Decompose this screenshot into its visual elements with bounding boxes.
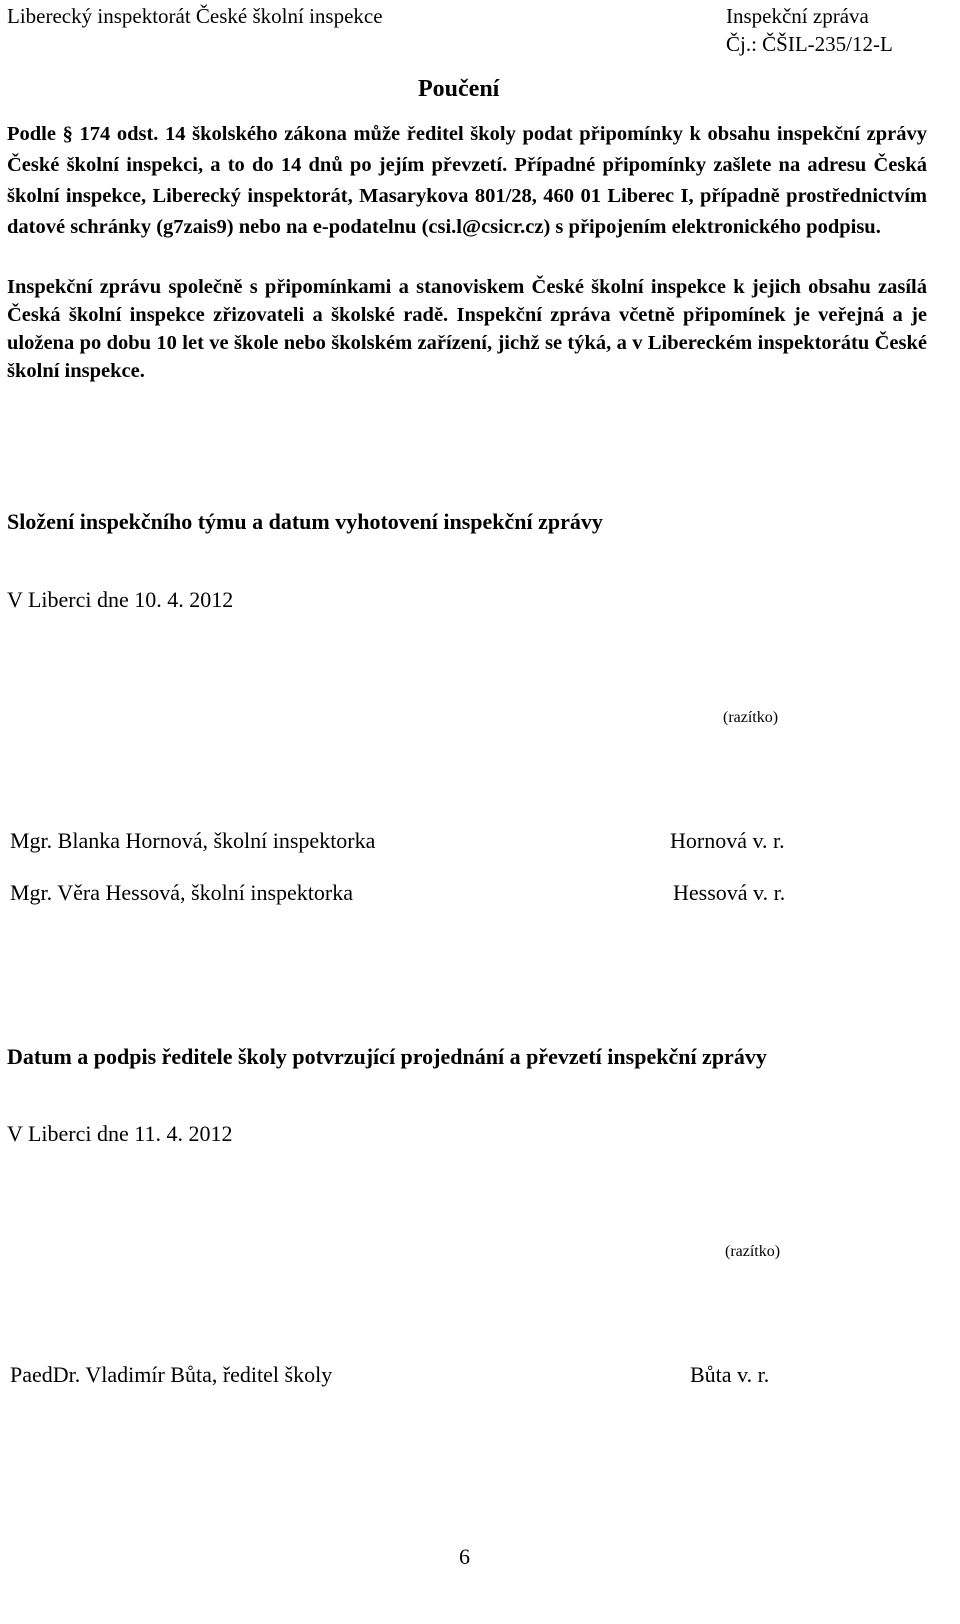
pouceni-paragraph-1: Podle § 174 odst. 14 školského zákona může ředitel školy podat připomínky k obsahu inspekční zprávy České školní inspekci, a to do 14 dnů po jejím převzetí. Případné připomínky zašlete na adresu Česká školní inspekce, Liberecký inspektorát, Masarykova 801/28, 460 01 Liberec I, případně prostřednictvím datové schránky (g7zais9) nebo na e-podatelnu (csi.l@csicr.cz) s připojením elektronického podpisu.: [7, 123, 927, 238]
team-member-signature: Hornová v. r.: [670, 828, 785, 853]
header-report-title: Inspekční zpráva: [726, 4, 869, 28]
director-stamp: (razítko): [725, 1243, 781, 1260]
pouceni-paragraph-2: Inspekční zprávu společně s připomínkami a stanoviskem České školní inspekce k jejich obsahu zasílá Česká školní inspekce zřizovateli a školské radě. Inspekční zpráva včetně připomínek je veřejná a je uložena po dobu 10 let ve škole nebo školském zařízení, jichž se týká, a v Libereckém inspektorátu České školní inspekce.: [7, 276, 927, 382]
team-date: V Liberci dne 10. 4. 2012: [7, 587, 234, 612]
team-member-name: Mgr. Blanka Hornová, školní inspektorka: [10, 828, 376, 853]
header-reference-number: Čj.: ČŠIL-235/12-L: [726, 32, 893, 56]
page-number: 6: [459, 1544, 470, 1569]
team-stamp: (razítko): [723, 709, 779, 726]
team-heading: Složení inspekčního týmu a datum vyhotovení inspekční zprávy: [7, 509, 603, 534]
director-date: V Liberci dne 11. 4. 2012: [7, 1121, 233, 1146]
pouceni-title: Poučení: [418, 76, 500, 102]
team-member-name: Mgr. Věra Hessová, školní inspektorka: [10, 880, 353, 905]
director-signature: Bůta v. r.: [690, 1362, 770, 1387]
director-heading: Datum a podpis ředitele školy potvrzující projednání a převzetí inspekční zprávy: [7, 1044, 767, 1069]
team-member-signature: Hessová v. r.: [673, 880, 786, 905]
director-name: PaedDr. Vladimír Bůta, ředitel školy: [10, 1362, 333, 1387]
header-inspectorate: Liberecký inspektorát České školní inspekce: [7, 4, 383, 28]
